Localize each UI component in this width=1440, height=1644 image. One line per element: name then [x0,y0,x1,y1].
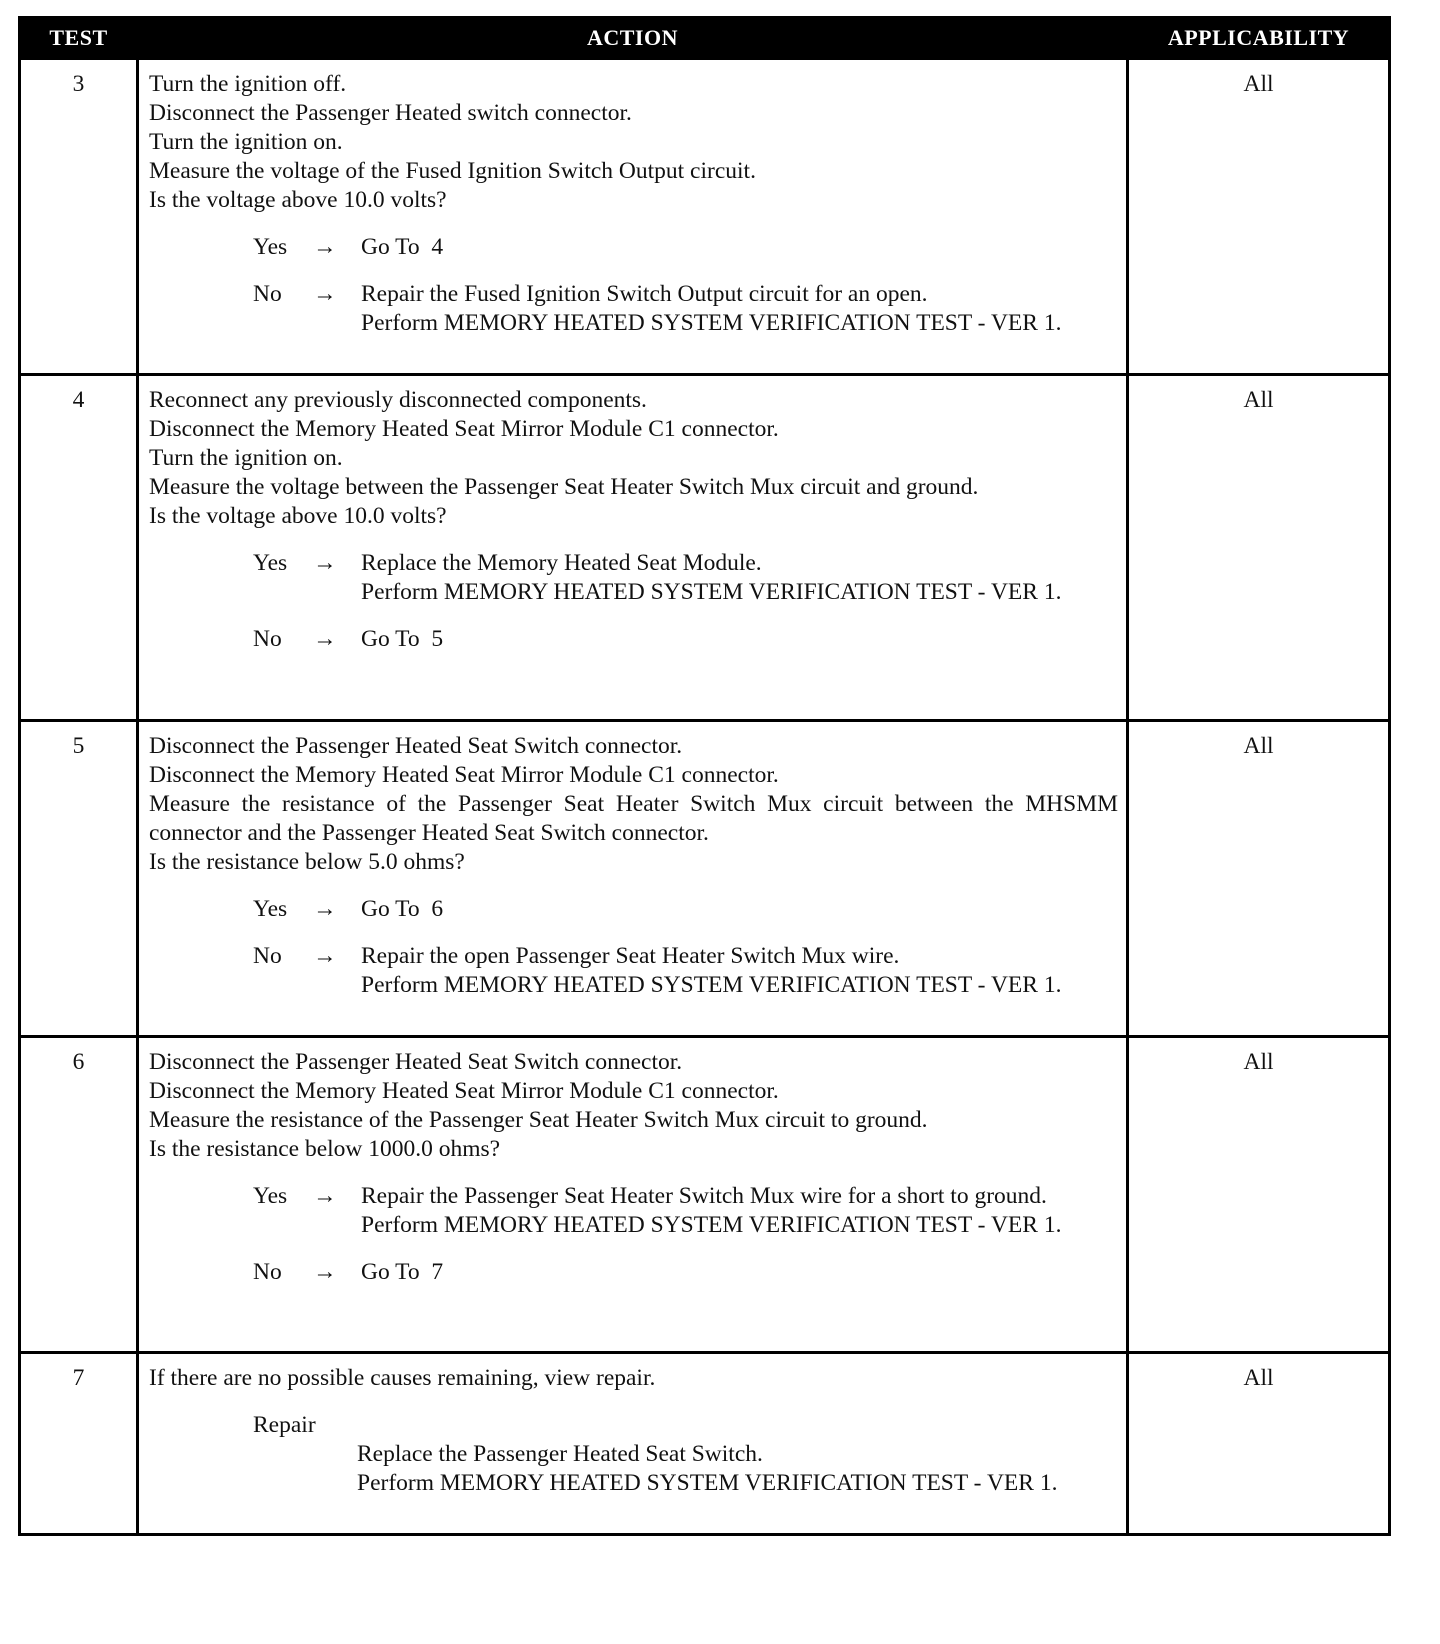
step: Disconnect the Passenger Heated switch connector. [149,100,632,126]
no-outcome [253,280,1118,338]
yes-label: Yes [253,550,288,576]
step: Disconnect the Memory Heated Seat Mirror Module C1 connector. [149,762,779,788]
test-action [138,59,1128,375]
test-number: 4 [20,375,138,721]
no-label: No [253,626,282,652]
yes-label: Yes [253,1183,288,1209]
yes-outcome [253,233,1118,262]
test-action [138,1353,1128,1535]
yes-label: Yes [253,896,288,922]
test-action [138,375,1128,721]
question: Is the voltage above 10.0 volts? [149,187,447,213]
test-number: 6 [20,1037,138,1353]
no-outcome [253,625,1118,654]
applicability-value: All [1128,375,1390,721]
verification-test-link[interactable]: Perform MEMORY HEATED SYSTEM VERIFICATION TEST - VER 1. [361,972,1062,998]
diagnostic-test-table [18,16,1391,1536]
step: Turn the ignition on. [149,129,343,155]
test-number: 5 [20,721,138,1037]
yes-goto-link[interactable]: Go To 4 [361,234,444,260]
applicability-value: All [1128,1037,1390,1353]
no-outcome [253,1258,1118,1287]
test-action [138,721,1128,1037]
no-result: Repair the open Passenger Seat Heater Switch Mux wire. Perform MEMORY HEATED SYSTEM VERIFICATION TEST - VER 1. [361,942,1118,1000]
no-label: No [253,943,282,969]
question: Is the resistance below 5.0 ohms? [149,849,465,875]
arrow-icon: → [313,1259,337,1285]
step: Measure the resistance of the Passenger Seat Heater Switch Mux circuit to ground. [149,1107,928,1133]
test-row-7 [20,1353,1390,1535]
verification-test-link[interactable]: Perform MEMORY HEATED SYSTEM VERIFICATION TEST - VER 1. [361,1212,1062,1238]
no-outcome [253,942,1118,1000]
yes-result: Repair the Passenger Seat Heater Switch Mux wire for a short to ground. Perform MEMORY HEATED SYSTEM VERIFICATION TEST - VER 1. [361,1182,1118,1240]
step: If there are no possible causes remaining, view repair. [149,1365,656,1391]
verification-test-link[interactable]: Perform MEMORY HEATED SYSTEM VERIFICATION TEST - VER 1. [361,579,1062,605]
step: Turn the ignition on. [149,445,343,471]
repair-label: Repair [253,1412,316,1438]
table-header-row [20,18,1390,59]
yes-goto-link[interactable]: Go To 6 [361,896,444,922]
test-row-3 [20,59,1390,375]
arrow-icon: → [313,896,337,922]
step: Measure the resistance of the Passenger Seat Heater Switch Mux circuit between the MHSMM connector and the Passenger Heated Seat Switch connector. [149,791,1118,846]
step: Turn the ignition off. [149,71,347,97]
yes-result: Replace the Memory Heated Seat Module. Perform MEMORY HEATED SYSTEM VERIFICATION TEST - VER 1. [361,549,1118,607]
step: Measure the voltage of the Fused Ignition Switch Output circuit. [149,158,756,184]
yes-outcome [253,549,1118,607]
test-row-6 [20,1037,1390,1353]
arrow-icon: → [313,1183,337,1209]
no-label: No [253,281,282,307]
step: Measure the voltage between the Passenger Seat Heater Switch Mux circuit and ground. [149,474,979,500]
arrow-icon: → [313,281,337,307]
no-result: Repair the Fused Ignition Switch Output circuit for an open. Perform MEMORY HEATED SYSTEM VERIFICATION TEST - VER 1. [361,280,1118,338]
verification-test-link[interactable]: Perform MEMORY HEATED SYSTEM VERIFICATION TEST - VER 1. [357,1470,1058,1496]
yes-outcome [253,895,1118,924]
repair-instructions: Replace the Passenger Heated Seat Switch. Perform MEMORY HEATED SYSTEM VERIFICATION TEST - VER 1. [357,1440,1118,1498]
test-number: 7 [20,1353,138,1535]
header-action: ACTION [138,18,1128,59]
verification-test-link[interactable]: Perform MEMORY HEATED SYSTEM VERIFICATION TEST - VER 1. [361,310,1062,336]
diagnostic-sheet [18,16,1388,1536]
yes-label: Yes [253,234,288,260]
applicability-value: All [1128,59,1390,375]
test-number: 3 [20,59,138,375]
step: Reconnect any previously disconnected components. [149,387,647,413]
arrow-icon: → [313,943,337,969]
applicability-value: All [1128,1353,1390,1535]
applicability-value: All [1128,721,1390,1037]
no-goto-link[interactable]: Go To 7 [361,1259,444,1285]
step: Disconnect the Memory Heated Seat Mirror Module C1 connector. [149,1078,779,1104]
arrow-icon: → [313,626,337,652]
step: Disconnect the Passenger Heated Seat Switch connector. [149,733,683,759]
header-applicability: APPLICABILITY [1128,18,1390,59]
yes-outcome [253,1182,1118,1240]
arrow-icon: → [313,550,337,576]
step: Disconnect the Passenger Heated Seat Switch connector. [149,1049,683,1075]
no-label: No [253,1259,282,1285]
step: Disconnect the Memory Heated Seat Mirror Module C1 connector. [149,416,779,442]
test-action [138,1037,1128,1353]
arrow-icon: → [313,234,337,260]
test-row-5 [20,721,1390,1037]
question: Is the voltage above 10.0 volts? [149,503,447,529]
test-row-4 [20,375,1390,721]
no-goto-link[interactable]: Go To 5 [361,626,444,652]
header-test: TEST [20,18,138,59]
question: Is the resistance below 1000.0 ohms? [149,1136,501,1162]
